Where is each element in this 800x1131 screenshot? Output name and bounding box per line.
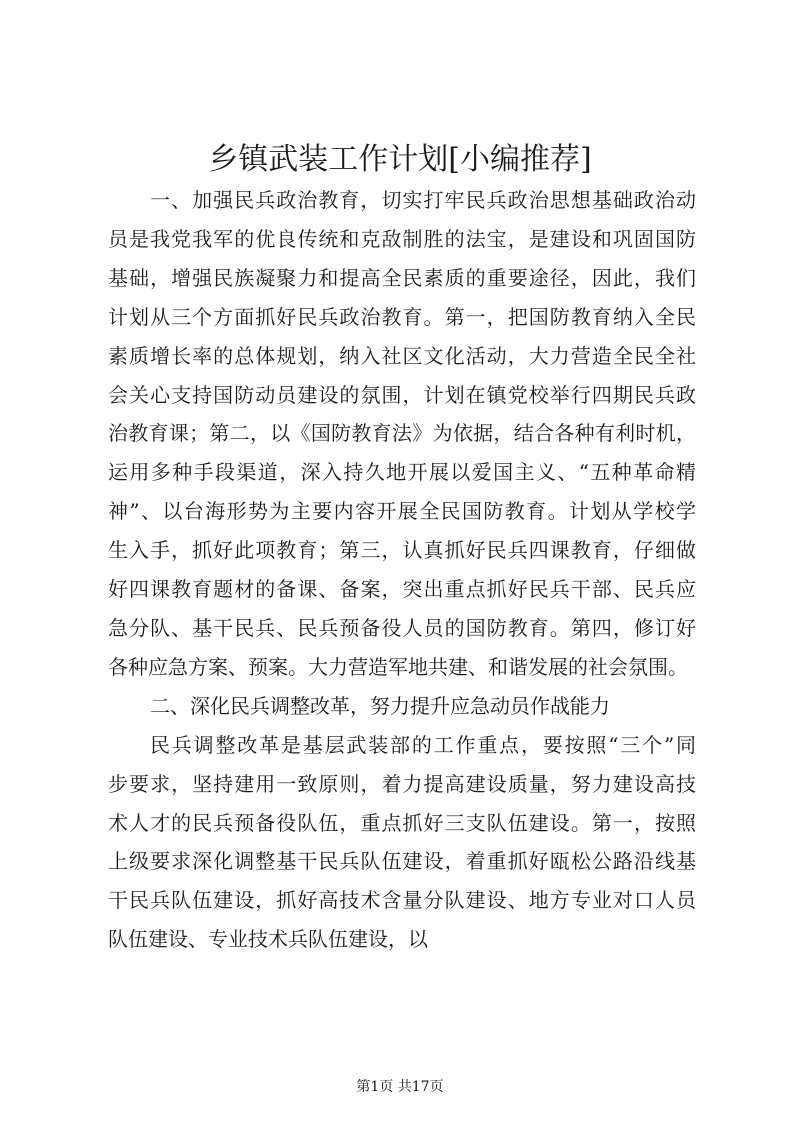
text-line: 员是我党我军的优良传统和克敌制胜的法宝，是建设和巩固国防: [108, 226, 696, 251]
page-footer: 第1页 共17页: [356, 1079, 444, 1095]
text-line: 步要求，坚持建用一致原则，着力提高建设质量，努力建设高技: [108, 771, 696, 796]
text-line: 素质增长率的总体规划，纳入社区文化活动，大力营造全民全社: [108, 343, 696, 368]
text-line: 计划从三个方面抓好民兵政治教育。第一，把国防教育纳入全民: [108, 304, 696, 329]
text-line: 生入手，抓好此项教育；第三，认真抓好民兵四课教育，仔细做: [108, 538, 696, 563]
text-line: 好四课教育题材的备课、备案，突出重点抓好民兵干部、民兵应: [108, 577, 696, 602]
text-line: 民兵调整改革是基层武装部的工作重点，要按照“三个”同: [150, 732, 696, 757]
text-line: 二、深化民兵调整改革，努力提升应急动员作战能力: [150, 693, 610, 718]
text-line: 术人才的民兵预备役队伍，重点抓好三支队伍建设。第一，按照: [108, 810, 696, 835]
paragraph: [108, 726, 696, 959]
document-title: 乡镇武装工作计划[小编推荐]: [208, 142, 592, 177]
text-line: 会关心支持国防动员建设的氛围，计划在镇党校举行四期民兵政: [108, 382, 696, 407]
text-line: 急分队、基干民兵、民兵预备役人员的国防教育。第四，修订好: [108, 615, 696, 640]
text-line: 干民兵队伍建设，抓好高技术含量分队建设、地方专业对口人员: [108, 888, 696, 913]
text-line: 上级要求深化调整基干民兵队伍建设，着重抓好瓯松公路沿线基: [108, 849, 696, 874]
text-line: 基础，增强民族凝聚力和提高全民素质的重要途径，因此，我们: [108, 265, 696, 290]
text-line: 各种应急方案、预案。大力营造军地共建、和谐发展的社会氛围。: [108, 654, 688, 679]
text-line: 治教育课；第二，以《国防教育法》为依据，结合各种有利时机，: [108, 421, 696, 446]
text-line: 队伍建设、专业技术兵队伍建设，以: [108, 927, 428, 952]
paragraph: [108, 181, 696, 687]
paragraph: [108, 687, 696, 726]
text-line: 一、加强民兵政治教育，切实打牢民兵政治思想基础政治动: [150, 188, 696, 212]
text-line: 神”、以台海形势为主要内容开展全民国防教育。计划从学校学: [108, 499, 696, 524]
text-line: 运用多种手段渠道，深入持久地开展以爱国主义、“五种革命精: [108, 460, 696, 485]
document-body: [108, 181, 696, 959]
